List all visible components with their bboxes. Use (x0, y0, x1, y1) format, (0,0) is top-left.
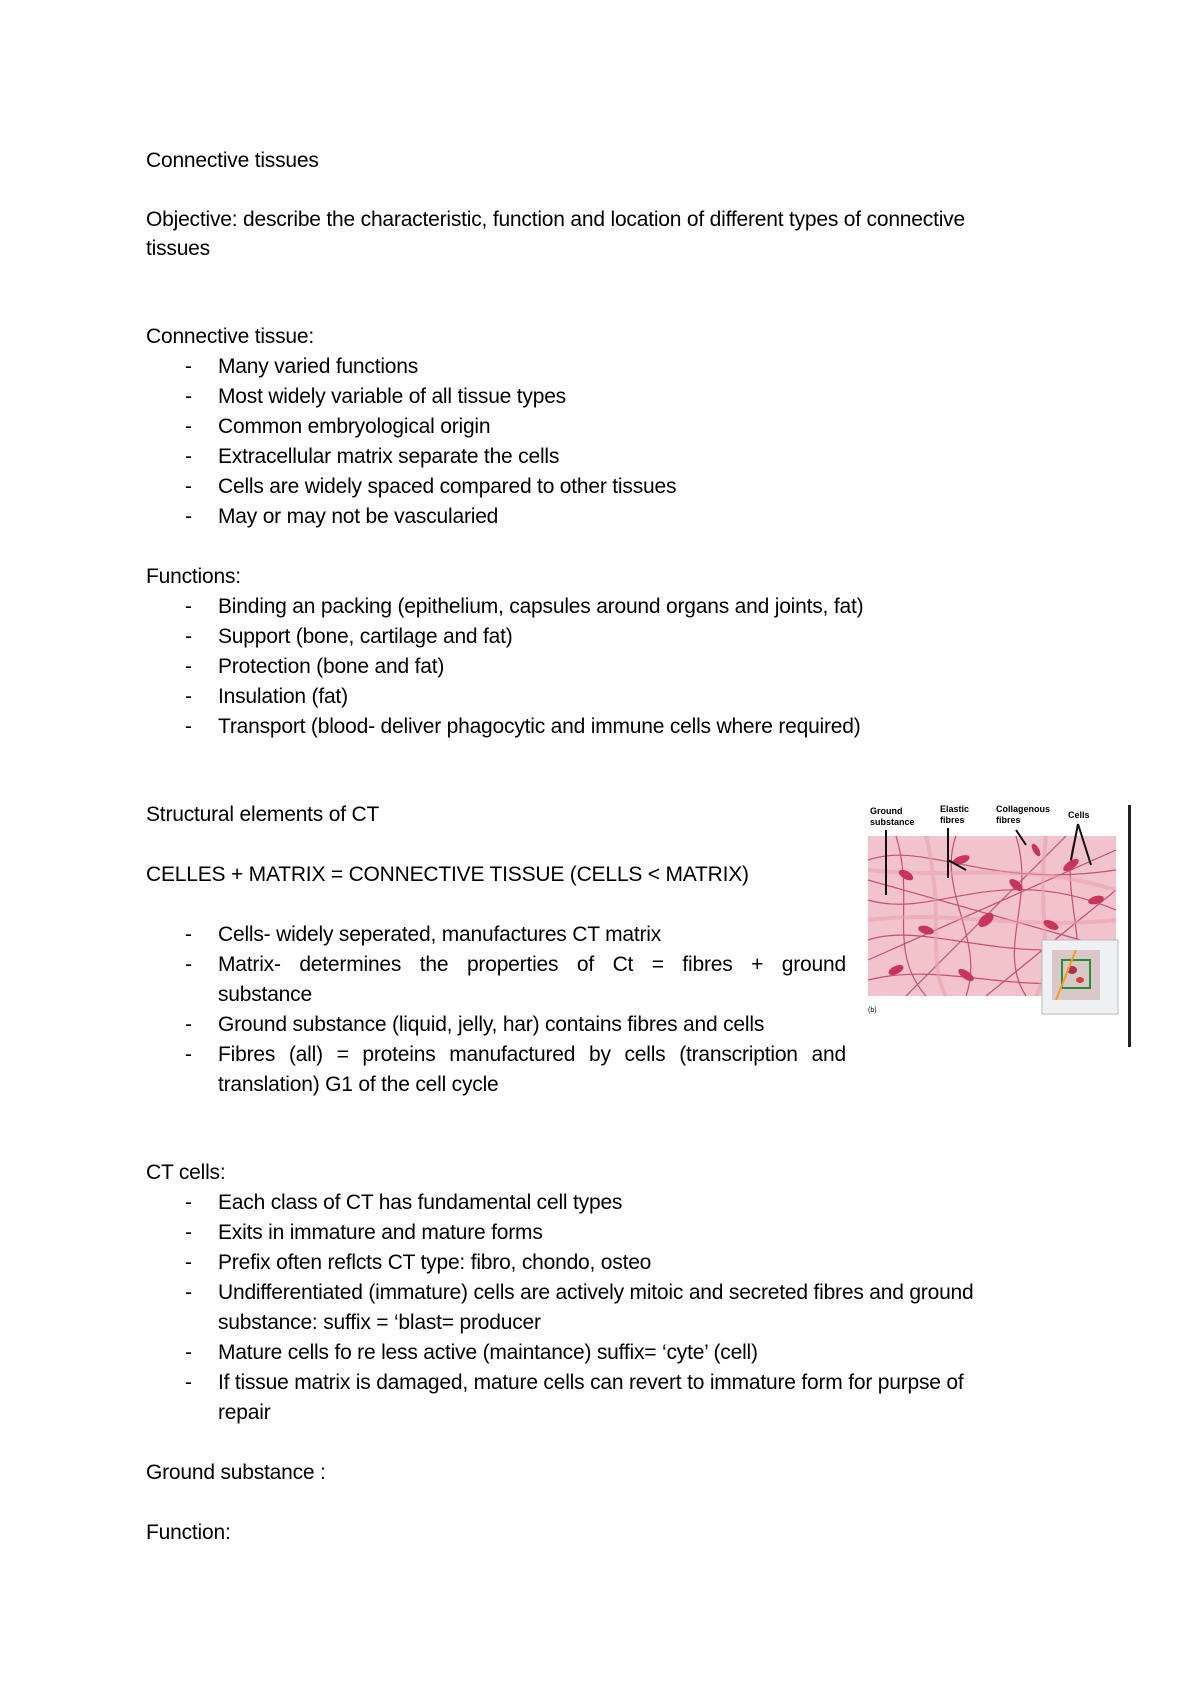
ct-heading: Connective tissue: (146, 325, 314, 348)
list-item: Mature cells fo re less active (maintance) suffix= ‘cyte’ (cell) (218, 1341, 758, 1364)
justified-word: cells (624, 1043, 666, 1066)
bullet-dash: - (185, 923, 192, 946)
label-cells: Cells (1068, 810, 1090, 820)
list-item: Cells are widely spaced compared to other tissues (218, 475, 677, 498)
list-item-continuation: translation) G1 of the cell cycle (218, 1073, 499, 1096)
justified-word: manufactured (449, 1043, 576, 1066)
objective-line-2: tissues (146, 237, 210, 260)
figure-panel-label: (b) (868, 1007, 877, 1014)
justified-word: (transcription (679, 1043, 798, 1066)
justified-word: proteins (362, 1043, 436, 1066)
justified-word: + (751, 953, 764, 976)
justified-list-item (218, 1040, 846, 1070)
structural-heading: Structural elements of CT (146, 803, 380, 826)
bullet-dash: - (185, 1341, 192, 1364)
justified-word: properties (466, 953, 559, 976)
label-elastic-fibres: Elastic fibres (940, 804, 970, 825)
bullet-dash: - (185, 415, 192, 438)
list-item: Each class of CT has fundamental cell types (218, 1191, 623, 1214)
list-item: Common embryological origin (218, 415, 491, 438)
justified-word: (all) (288, 1043, 323, 1066)
bullet-dash: - (185, 953, 192, 976)
list-item: If tissue matrix is damaged, mature cells can revert to immature form for purpse of (218, 1371, 964, 1394)
bullet-dash: - (185, 625, 192, 648)
justified-word: = (651, 953, 664, 976)
justified-word: Fibres (218, 1043, 276, 1066)
list-item: Prefix often reflcts CT type: fibro, chondo, osteo (218, 1251, 652, 1274)
ctcells-heading: CT cells: (146, 1161, 226, 1184)
list-item: Exits in immature and mature forms (218, 1221, 543, 1244)
inset-cell (1076, 977, 1084, 983)
function-heading: Function: (146, 1521, 231, 1544)
justified-word: fibres (682, 953, 733, 976)
justified-word: determines (299, 953, 402, 976)
list-item: Insulation (fat) (218, 685, 348, 708)
bullet-dash: - (185, 385, 192, 408)
objective-line-1: Objective: describe the characteristic, function and location of different types of connective (146, 208, 965, 231)
ct-equation: CELLES + MATRIX = CONNECTIVE TISSUE (CELLS < MATRIX) (146, 863, 749, 886)
list-item: Cells- widely seperated, manufactures CT matrix (218, 923, 662, 946)
justified-word: by (588, 1043, 611, 1066)
justified-word: = (336, 1043, 349, 1066)
bullet-dash: - (185, 505, 192, 528)
connective-tissue-figure (866, 800, 1130, 1050)
justified-word: and (811, 1043, 846, 1066)
bullet-dash: - (185, 355, 192, 378)
list-item-continuation: substance: suffix = ‘blast= producer (218, 1311, 541, 1334)
justified-word: Ct (612, 953, 634, 976)
bullet-dash: - (185, 445, 192, 468)
functions-heading: Functions: (146, 565, 241, 588)
bullet-dash: - (185, 685, 192, 708)
list-item: Binding an packing (epithelium, capsules around organs and joints, fat) (218, 595, 864, 618)
bullet-dash: - (185, 1191, 192, 1214)
list-item: Most widely variable of all tissue types (218, 385, 566, 408)
bullet-dash: - (185, 1221, 192, 1244)
justified-word: of (576, 953, 595, 976)
list-item: Extracellular matrix separate the cells (218, 445, 560, 468)
ground-substance-heading: Ground substance : (146, 1461, 326, 1484)
list-item: Support (bone, cartilage and fat) (218, 625, 513, 648)
bullet-dash: - (185, 1043, 192, 1066)
doc-title: Connective tissues (146, 149, 319, 172)
list-item: Ground substance (liquid, jelly, har) contains fibres and cells (218, 1013, 765, 1036)
bullet-dash: - (185, 715, 192, 738)
list-item: Protection (bone and fat) (218, 655, 445, 678)
list-item: Many varied functions (218, 355, 419, 378)
label-collagenous-fibres: Collagenous fibres (996, 804, 1051, 825)
list-item-continuation: substance (218, 983, 312, 1006)
list-item: May or may not be vascularied (218, 505, 499, 528)
justified-word: the (419, 953, 449, 976)
bullet-dash: - (185, 595, 192, 618)
justified-list-item (218, 950, 846, 980)
label-ground-substance: Ground substance (870, 806, 915, 827)
justified-word: Matrix- (218, 953, 281, 976)
bullet-dash: - (185, 1251, 192, 1274)
justified-word: ground (781, 953, 846, 976)
bullet-dash: - (185, 1371, 192, 1394)
bullet-dash: - (185, 475, 192, 498)
list-item: Transport (blood- deliver phagocytic and immune cells where required) (218, 715, 861, 738)
list-item-continuation: repair (218, 1401, 271, 1424)
list-item: Undifferentiated (immature) cells are actively mitoic and secreted fibres and ground (218, 1281, 974, 1304)
bullet-dash: - (185, 655, 192, 678)
bullet-dash: - (185, 1013, 192, 1036)
bullet-dash: - (185, 1281, 192, 1304)
